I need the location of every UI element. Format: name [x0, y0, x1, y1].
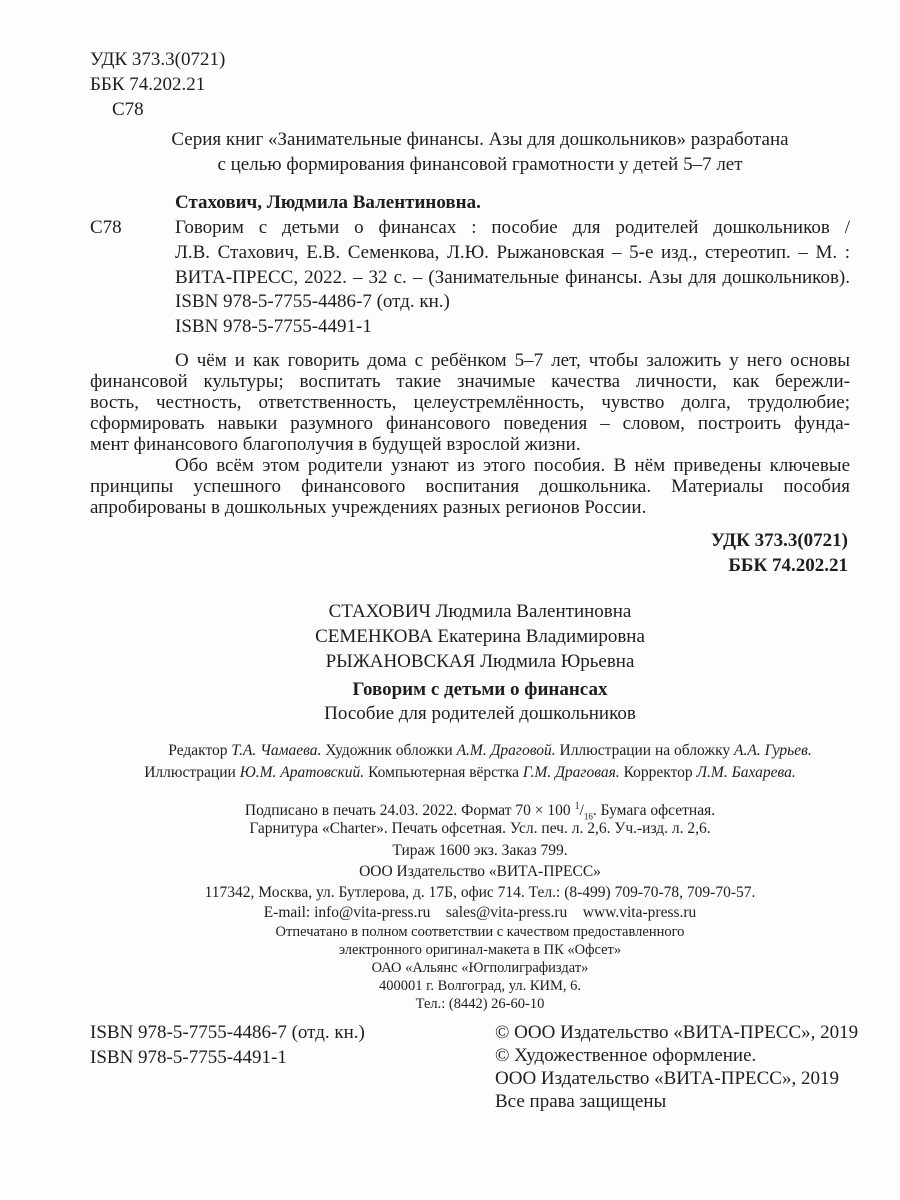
publisher-line: Отпечатано в полном соответствии с качеством предоставленного — [275, 924, 685, 940]
abstract-line: апробированы в дошкольных учреждениях разных регионов России. — [90, 497, 647, 518]
udk-right: УДК 373.3(0721) — [710, 530, 848, 551]
fraction-num: 1 — [574, 801, 580, 812]
name: А.А. Гурьев. — [734, 742, 812, 759]
credits-line-1 — [0, 740, 900, 762]
bbk-right: ББК 74.202.21 — [728, 555, 848, 576]
publisher-line: ОАО «Альянс «Югполиграфиздат» — [371, 960, 589, 976]
name: А.М. Драговой. — [456, 742, 556, 759]
copyright-line: ООО Издательство «ВИТА-ПРЕСС», 2019 — [495, 1068, 839, 1089]
author-full-name: СТАХОВИЧ Людмила Валентиновна — [328, 601, 632, 622]
author-full-name: РЫЖАНОВСКАЯ Людмила Юрьевна — [325, 651, 635, 672]
record-isbn: ISBN 978-5-7755-4491-1 — [175, 316, 372, 337]
copyright-line: © Художественное оформление. — [495, 1045, 757, 1066]
label: Компьютерная вёрстка — [368, 764, 519, 781]
record-author: Стахович, Людмила Валентиновна. — [175, 192, 481, 213]
label: Иллюстрации на обложку — [559, 742, 731, 759]
name: Т.А. Чамаева. — [231, 742, 322, 759]
record-line: Говорим с детьми о финансах : пособие для родителей дошкольников / — [175, 217, 850, 238]
publisher-line: 400001 г. Волгоград, ул. КИМ, 6. — [378, 978, 581, 994]
credits-line-2 — [0, 762, 900, 784]
publisher-line: ООО Издательство «ВИТА-ПРЕСС» — [359, 863, 601, 880]
abstract-line: сформировать навыки разумного финансового поведения – словом, построить фунда- — [90, 413, 850, 434]
abstract-line: вость, честность, ответственность, целеустремлённость, чувство долга, трудолюбие; — [90, 392, 850, 413]
bbk: ББК 74.202.21 — [90, 74, 206, 95]
abstract-line: принципы успешного финансового воспитания дошкольника. Материалы пособия — [90, 476, 850, 497]
text: Подписано в печать 24.03. 2022. Формат 70 × 100 — [244, 802, 571, 820]
publisher-line: электронного оригинал-макета в ПК «Офсет» — [338, 942, 622, 958]
book-title: Говорим с детьми о финансах — [352, 679, 608, 700]
author-code: С78 — [112, 99, 144, 120]
udk: УДК 373.3(0721) — [90, 49, 226, 70]
name: Ю.М. Аратовский. — [239, 764, 365, 781]
fraction-den: 16 — [583, 811, 593, 822]
abstract-line: О чём и как говорить дома с ребёнком 5–7 лет, чтобы заложить у него основы — [175, 350, 850, 371]
name: Г.М. Драговая. — [522, 764, 620, 781]
footer-isbn: ISBN 978-5-7755-4491-1 — [90, 1047, 287, 1068]
abstract-line: финансовой культуры; воспитать такие значимые качества личности, как бережли- — [90, 371, 850, 392]
imprint-run: Тираж 1600 экз. Заказ 799. — [392, 842, 568, 859]
label: Корректор — [623, 764, 693, 781]
text: . Бумага офсетная. — [592, 802, 716, 820]
publisher-line: Тел.: (8442) 26-60-10 — [415, 996, 545, 1012]
publisher-line: 117342, Москва, ул. Бутлерова, д. 17Б, офис 714. Тел.: (8-499) 709-70-78, 709-70-57. — [204, 884, 756, 901]
imprint-signed: Подписано в печать 24.03. 2022. Формат 70 × 100 $^1/_{16}$. Бумага офсетная. — [244, 801, 716, 822]
abstract-line: мент финансового благополучия в будущей взрослой жизни. — [90, 434, 581, 455]
copyright-line: Все права защищены — [495, 1091, 667, 1112]
record-isbn: ISBN 978-5-7755-4486-7 (отд. кн.) — [175, 291, 450, 312]
series-line-2: с целью формирования финансовой грамотности у детей 5–7 лет — [217, 154, 743, 175]
record-code: С78 — [90, 217, 122, 238]
label: Редактор — [168, 742, 228, 759]
abstract-line: Обо всём этом родители узнают из этого пособия. В нём приведены ключевые — [175, 455, 850, 476]
footer-isbn: ISBN 978-5-7755-4486-7 (отд. кн.) — [90, 1022, 365, 1043]
publisher-line: E-mail: info@vita-press.ru sales@vita-press.ru www.vita-press.ru — [263, 904, 697, 921]
label: Иллюстрации — [144, 764, 236, 781]
copyright-line: © ООО Издательство «ВИТА-ПРЕСС», 2019 — [495, 1022, 859, 1043]
label: Художник обложки — [325, 742, 453, 759]
series-line-1: Серия книг «Занимательные финансы. Азы для дошкольников» разработана — [171, 129, 789, 150]
record-line: ВИТА-ПРЕСС, 2022. – 32 с. – (Занимательные финансы. Азы для дошкольников). — [175, 267, 850, 288]
book-subtitle: Пособие для родителей дошкольников — [324, 703, 636, 724]
name: Л.М. Бахарева. — [696, 764, 796, 781]
author-full-name: СЕМЕНКОВА Екатерина Владимировна — [315, 626, 645, 647]
record-line: Л.В. Стахович, Е.В. Семенкова, Л.Ю. Рыжановская – 5-е изд., стереотип. – М. : — [175, 242, 850, 263]
imprint-type: Гарнитура «Charter». Печать офсетная. Усл. печ. л. 2,6. Уч.-изд. л. 2,6. — [249, 820, 711, 837]
